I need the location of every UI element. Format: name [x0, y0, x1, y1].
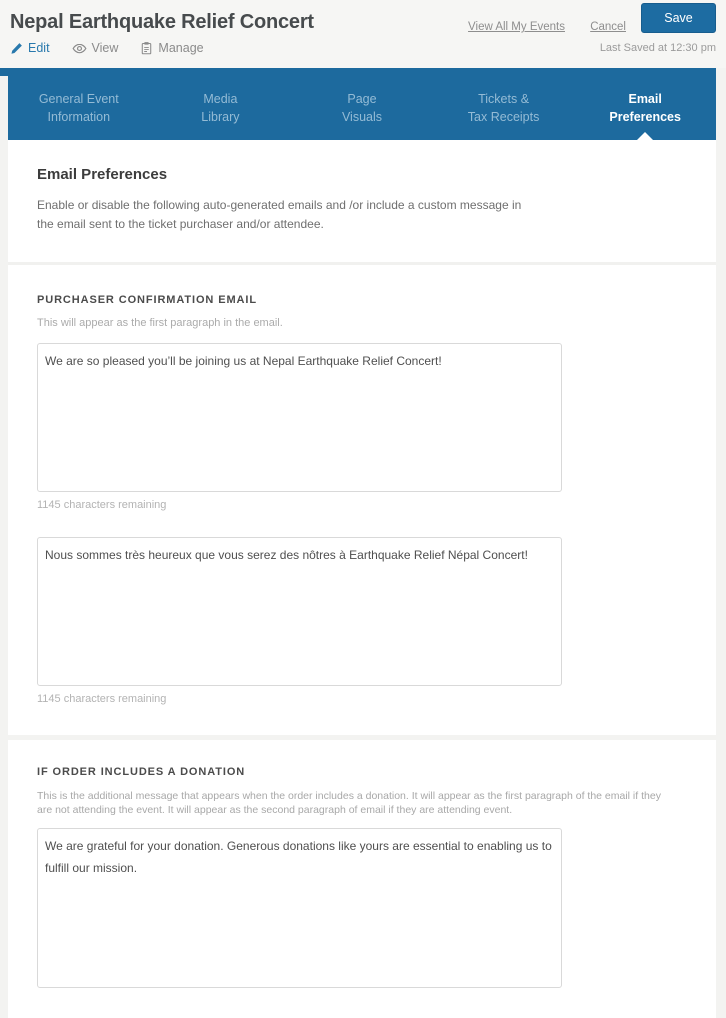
- edit-mode-button[interactable]: [10, 41, 50, 55]
- email-preferences-heading: Email Preferences: [37, 166, 168, 183]
- tab-label: General Event: [38, 91, 119, 106]
- donation-section-label: IF ORDER INCLUDES A DONATION: [37, 765, 246, 778]
- email-preferences-description: Enable or disable the following auto-generated emails and /or include a custom message in the email sent to the ticket purchaser and/or attendee.: [37, 198, 522, 231]
- view-mode-label: View: [91, 41, 119, 55]
- tab-label: Information: [47, 110, 111, 124]
- purchaser-confirmation-section: [8, 265, 716, 735]
- last-saved-text: Last Saved at 12:30 pm: [599, 42, 716, 54]
- donation-section: [8, 740, 716, 1018]
- eye-icon: [72, 42, 87, 55]
- donation-message-input[interactable]: [37, 828, 562, 988]
- tab-label: Media: [203, 91, 238, 106]
- page-title: Nepal Earthquake Relief Concert: [10, 11, 314, 33]
- tab-general-event-information[interactable]: [8, 76, 150, 140]
- tab-media-library[interactable]: [150, 76, 292, 140]
- view-mode-button[interactable]: [72, 41, 119, 55]
- save-button[interactable]: Save: [641, 3, 716, 33]
- tab-label: Tax Receipts: [467, 110, 540, 124]
- header: [0, 0, 726, 68]
- tab-bar: [8, 76, 716, 140]
- manage-mode-label: Manage: [158, 41, 204, 55]
- intro-section: [8, 140, 716, 265]
- edit-mode-label: Edit: [28, 41, 50, 55]
- purchaser-message-english-input[interactable]: [37, 343, 562, 492]
- email-preferences-panel: [8, 140, 716, 735]
- tab-label: Preferences: [609, 110, 681, 124]
- pencil-icon: [10, 42, 23, 55]
- purchaser-section-hint: This will appear as the first paragraph in the email.: [37, 316, 283, 329]
- tab-label: Library: [201, 110, 240, 124]
- header-accent-strip: [0, 68, 716, 76]
- tab-tickets-tax-receipts[interactable]: [433, 76, 575, 140]
- active-tab-pointer: [637, 132, 653, 140]
- header-links: [446, 21, 626, 33]
- purchaser-message-french-input[interactable]: [37, 537, 562, 686]
- characters-remaining-english: 1145 characters remaining: [37, 498, 167, 511]
- characters-remaining-french: 1145 characters remaining: [37, 692, 167, 705]
- view-all-my-events-link[interactable]: View All My Events: [468, 21, 565, 33]
- tab-label: Page: [347, 91, 377, 106]
- clipboard-icon: [140, 41, 153, 55]
- manage-mode-button[interactable]: [140, 41, 203, 55]
- mode-toolbar: [10, 41, 204, 55]
- tab-page-visuals[interactable]: [291, 76, 433, 140]
- tab-label: Email: [628, 91, 662, 106]
- donation-section-hint: This is the additional message that appears when the order includes a donation. It will appear as the first paragraph of the email if they are not attending the event. It will appear as the second paragraph of email if they are attending event.: [37, 789, 661, 817]
- donation-panel: [8, 740, 716, 1018]
- cancel-link[interactable]: Cancel: [590, 21, 626, 33]
- purchaser-section-label: PURCHASER CONFIRMATION EMAIL: [37, 293, 257, 306]
- tab-email-preferences[interactable]: [574, 76, 716, 140]
- tab-label: Visuals: [341, 110, 383, 124]
- tab-label: Tickets &: [478, 91, 530, 106]
